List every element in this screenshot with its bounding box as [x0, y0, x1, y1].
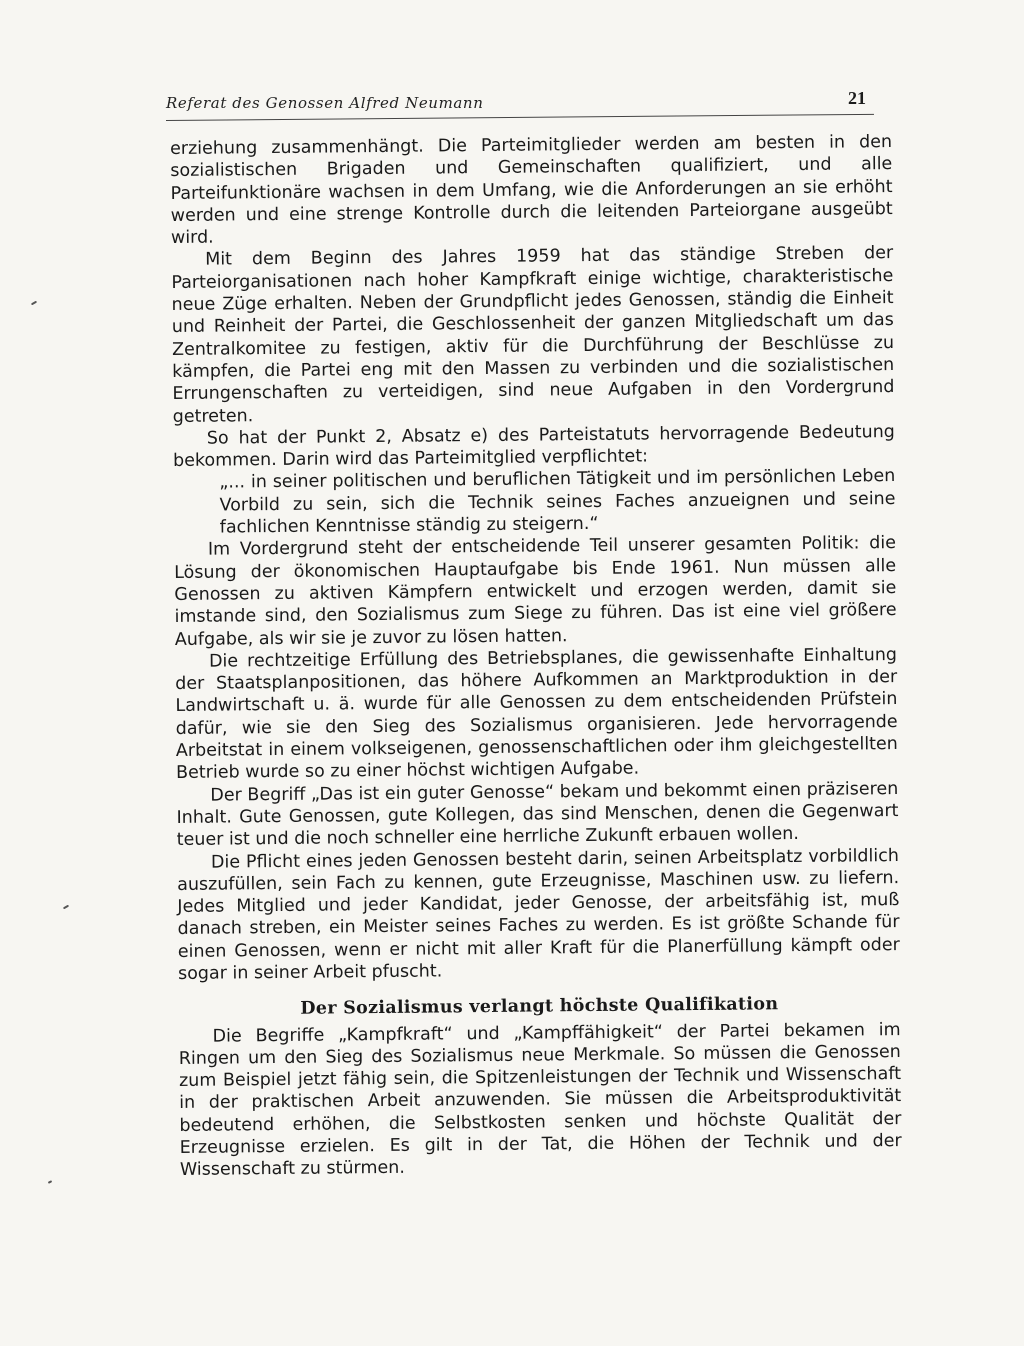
paragraph: Mit dem Beginn des Jahres 1959 hat das ständige Streben der Parteiorganisationen nach hoher Kampfkraft einige wichtige, charakteristische neue Züge erhalten. Neben der Grundpflicht jedes Genossen, ständig die Einheit und Reinheit der Partei, die Geschlossenheit der ganzen Mitgliedschaft um das Zentralkomitee zu festigen, aktiv für die Durchführung der Beschlüsse zu kämpfen, die Partei eng mit den Massen zu verbinden und die sozialistischen Errungenschaften zu verteidigen, sind neue Aufgaben in den Vordergrund getreten. — [171, 243, 895, 427]
block-quote: „... in seiner politischen und beruflichen Tätigkeit und im persönlichen Leben Vorbild zu sein, sich die Technik seines Faches anzueignen und seine fachlichen Kenntnisse ständig zu steigern.“ — [219, 466, 896, 538]
scan-speck — [48, 1180, 52, 1184]
section-heading: Der Sozialismus verlangt höchste Qualifikation — [300, 994, 779, 1020]
paragraph: So hat der Punkt 2, Absatz e) des Parteistatuts hervorragende Bedeutung bekommen. Darin wird das Parteimitglied verpflichtet: — [173, 421, 895, 472]
body-text — [170, 131, 902, 1182]
paragraph-continuation: erziehung zusammenhängt. Die Parteimitglieder werden am besten in den sozialistischen Brigaden und Gemeinschaften qualifiziert, und alle Parteifunktionäre wachsen in dem Umfang, wie die Anforderungen an sie erhöht werden und eine strenge Kontrolle durch die leitenden Parteiorgane ausgeübt wird. — [170, 132, 893, 249]
running-title: Referat des Genossen Alfred Neumann — [166, 94, 484, 112]
scan-speck — [63, 905, 69, 910]
section-paragraph: Die Begriffe „Kampfkraft“ und „Kampffähigkeit“ der Partei bekamen im Ringen um den Sieg des Sozialismus neue Merkmale. So müssen die Genossen zum Beispiel jetzt fähig sein, die Spitzenleistungen der Technik und Wissenschaft in der praktischen Arbeit anzuwenden. Sie müssen die Arbeitsproduktivität bedeutend erhöhen, die Selbstkosten senken und höchste Qualität der Erzeugnisse erzielen. Es gilt in der Tat, die Höhen der Technik und der Wissenschaft zu stürmen. — [178, 1019, 902, 1181]
paragraph: Die rechtzeitige Erfüllung des Betriebsplanes, die gewissenhafte Einhaltung der Staatsplanpositionen, das höhere Aufkommen an Marktproduktion in der Landwirtschaft u. ä. wurde für alle Genossen zu dem entscheidenden Prüfstein dafür, wie sie den Sieg des Sozialismus organisieren. Jede hervorragende Arbeitstat in einem volkseigenen, genossenschaftlichen oder ihm gleichgestellten Betrieb wurde so zu einer höchst wichtigen Aufgabe. — [175, 644, 898, 784]
paragraph: Die Pflicht eines jeden Genossen besteht darin, seinen Arbeitsplatz vorbildlich auszufüllen, sein Fach zu kennen, gute Erzeugnisse, Maschinen usw. zu liefern. Jedes Mitglied und jeder Kandidat, jeder Genosse, der arbeitsfähig ist, muß danach streben, ein Meister seines Faches zu werden. Es ist größte Schande für einen Genossen, wenn er nicht mit aller Kraft für die Planerfüllung kämpft oder sogar in seiner Arbeit pfuscht. — [177, 845, 900, 984]
page-number: 21 — [848, 88, 866, 108]
paragraph: Der Begriff „Das ist ein guter Genosse“ bekam und bekommt einen präziseren Inhalt. Gute Genossen, gute Kollegen, das sind Menschen, denen die Gegenwart teuer ist und die noch schneller eine herrliche Zukunft erbauen wollen. — [176, 778, 899, 851]
paragraph: Im Vordergrund steht der entscheidende Teil unserer gesamten Politik: die Lösung der ökonomischen Hauptaufgabe bis Ende 1961. Nun müssen alle Genossen zu aktiven Kämpfern entwickelt und erzogen werden, damit sie imstande sind, den Sozialismus zum Siege zu führen. Das ist eine viel größere Aufgabe, als wir sie je zuvor zu lösen hatten. — [174, 533, 897, 650]
scan-speck — [31, 301, 37, 306]
